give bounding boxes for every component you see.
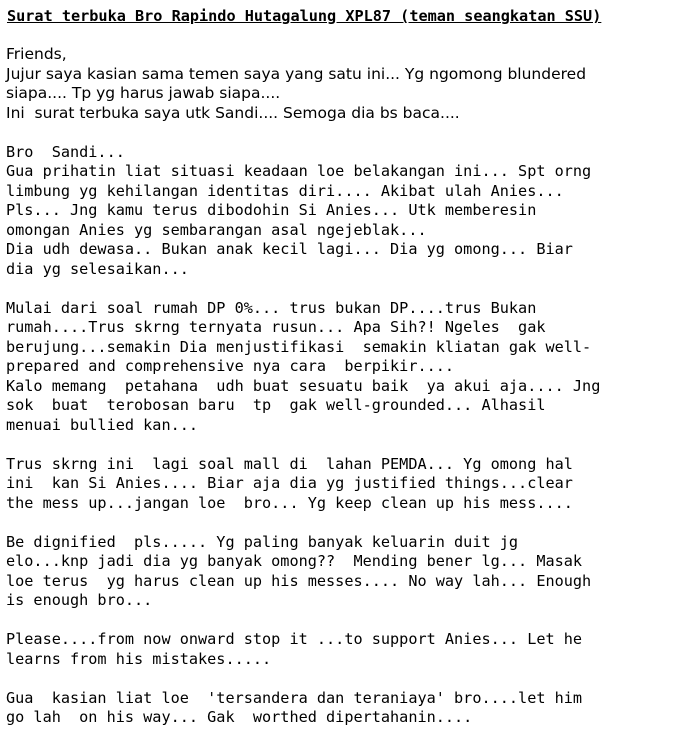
paragraph-rumah-dp	[6, 299, 678, 436]
paragraph-gap	[6, 513, 678, 533]
body-line: Bro Sandi...	[6, 142, 125, 161]
paragraph-gap	[6, 279, 678, 299]
paragraph-closing	[6, 689, 678, 728]
body-line: Kalo memang petahana udh buat sesuatu baik ya akui aja.... Jng	[6, 376, 601, 395]
body-line: Mulai dari soal rumah DP 0%... trus bukan DP....trus Bukan	[6, 298, 537, 317]
body-line: menuai bullied kan...	[6, 415, 199, 434]
paragraph-gap	[6, 123, 678, 143]
paragraph-dignified	[6, 533, 678, 611]
paragraph-mall-pemda	[6, 455, 678, 514]
body-line: prepared and comprehensive nya cara berpikir....	[6, 357, 455, 375]
intro-line: Ini surat terbuka saya utk Sandi.... Semoga dia bs baca....	[6, 103, 460, 122]
body-line: rumah....Trus skrng ternyata rusun... Apa Sih?! Ngeles gak	[6, 318, 546, 336]
body-line: ini kan Si Anies.... Biar aja dia yg justified things...clear	[6, 474, 573, 492]
intro-paragraph	[6, 45, 678, 123]
body-line: limbung yg kehilangan identitas diri.... Akibat ulah Anies...	[6, 181, 564, 200]
body-line: go lah on his way... Gak worthed dipertahanin....	[6, 708, 473, 726]
body-line: Gua prihatin liat situasi keadaan loe belakangan ini... Spt orng	[6, 162, 592, 180]
body-line: learns from his mistakes.....	[6, 649, 272, 668]
body-line: is enough bro...	[6, 591, 153, 609]
intro-line: Friends,	[6, 45, 67, 63]
body-line: the mess up...jangan loe bro... Yg keep clean up his mess....	[6, 493, 573, 512]
body-line: Dia udh dewasa.. Bukan anak kecil lagi... Dia yg omong... Biar	[6, 240, 573, 258]
body-line: Gua kasian liat loe 'tersandera dan teraniaya' bro....let him	[6, 688, 583, 707]
paragraph-gap	[6, 435, 678, 455]
body-line: elo...knp jadi dia yg banyak omong?? Mending bener lg... Masak	[6, 552, 583, 570]
letter-document	[6, 6, 678, 728]
body-line: loe terus yg harus clean up his messes.... No way lah... Enough	[6, 571, 592, 590]
body-line: dia yg selesaikan...	[6, 259, 189, 278]
paragraph-greeting-sandi	[6, 143, 678, 280]
body-line: Be dignified pls..... Yg paling banyak keluarin duit jg	[6, 532, 519, 551]
body-line: berujung...semakin Dia menjustifikasi semakin kliatan gak well-	[6, 337, 592, 356]
paragraph-please-stop	[6, 630, 678, 669]
paragraph-gap	[6, 611, 678, 631]
body-line: omongan Anies yg sembarangan asal ngejeblak...	[6, 220, 427, 239]
body-line: Please....from now onward stop it ...to support Anies... Let he	[6, 630, 583, 648]
body-line: sok buat terobosan baru tp gak well-grounded... Alhasil	[6, 396, 546, 414]
intro-line: Jujur saya kasian sama temen saya yang satu ini... Yg ngomong blundered	[6, 64, 587, 83]
letter-title: Surat terbuka Bro Rapindo Hutagalung XPL87 (teman seangkatan SSU)	[7, 7, 602, 25]
body-line: Pls... Jng kamu terus dibodohin Si Anies... Utk memberesin	[6, 201, 537, 219]
paragraph-gap	[6, 669, 678, 689]
body-line: Trus skrng ini lagi soal mall di lahan PEMDA... Yg omong hal	[6, 454, 573, 473]
intro-line: siapa.... Tp yg harus jawab siapa....	[6, 84, 281, 102]
